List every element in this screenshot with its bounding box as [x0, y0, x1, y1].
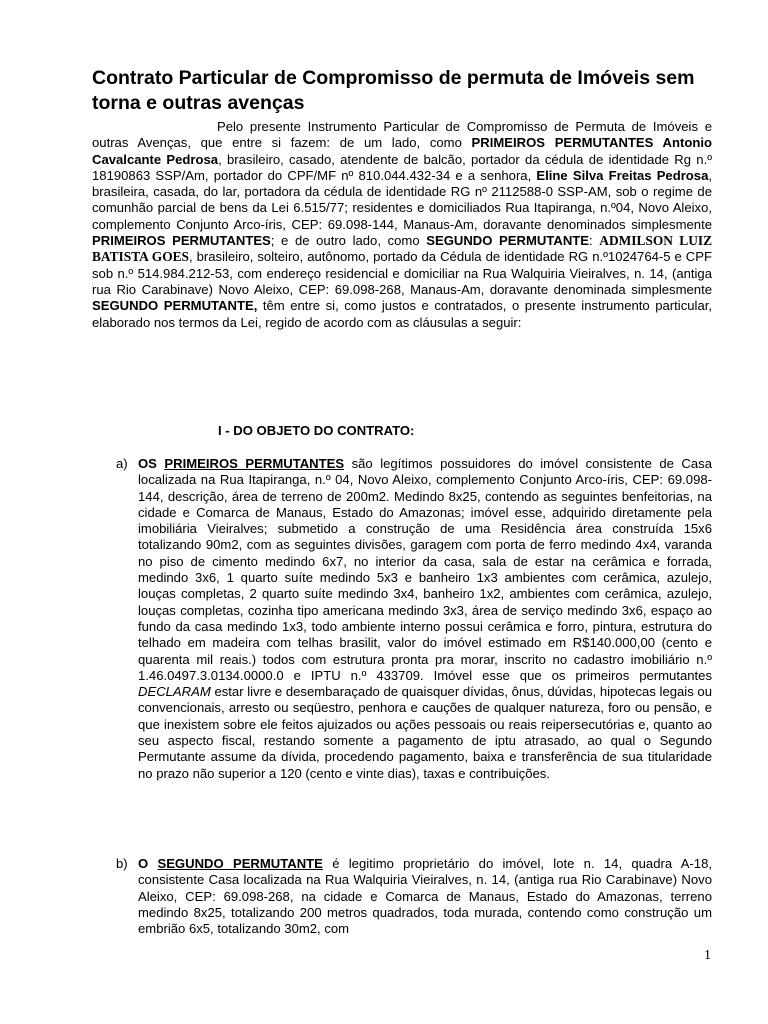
- intro-paragraph: [92, 119, 712, 331]
- text-run: Pelo presente Instrumento Particular de Compromisso de Permuta de Imóveis e outras Avenças, que entre si fazem: de um lado, como: [92, 119, 712, 151]
- text-run: O: [138, 856, 158, 871]
- text-run: SEGUNDO PERMUTANTE,: [92, 298, 258, 314]
- text-run: Eline Silva Freitas Pedrosa: [536, 167, 709, 183]
- clause-item: [92, 856, 712, 937]
- text-run: , brasileiro, solteiro, autônomo, portado da Cédula de identidade RG n.º1024764-5 e CPF sob n.º 514.984.212-53, com endereço residencial e domiciliar na Rua Walquiria Vieiralves, n. 14, (antiga rua Rio Carabinave) Novo Aleixo, CEP: 69.098-268, Manaus-Am, doravante denominada simplesmente: [92, 249, 712, 297]
- text-run: :: [589, 233, 600, 249]
- document-title: Contrato Particular de Compromisso de permuta de Imóveis sem torna e outras avenças: [92, 67, 695, 114]
- text-run: é legitimo proprietário do imóvel, lote n. 14, quadra A-18, consistente Casa localizada na Rua Walquiria Vieiralves, n. 14, (antiga rua Rio Carabinave) Novo Aleixo, CEP: 69.098-268, na cidade e Comarca de Manaus, Estado do Amazonas, terreno medindo 8x25, totalizando 200 metros quadrados, toda murada, contendo como construção um embrião 6x5, totalizando 30m2, com: [138, 856, 712, 937]
- clause-text: [138, 456, 712, 782]
- text-run: ADMILSON LUIZ BATISTA GOES: [92, 233, 713, 265]
- clause-item: [92, 456, 712, 782]
- text-run: DECLARAM: [138, 684, 211, 700]
- intro-text: [92, 119, 712, 330]
- text-run: têm entre si, como justos e contratados, o presente instrumento particular, elaborado nos termos da Lei, regido de acordo com as cláusulas a seguir:: [92, 298, 713, 330]
- text-run: ; e de outro lado, como: [270, 233, 427, 249]
- text-run: estar livre e desembaraçado de quaisquer dívidas, ônus, dúvidas, hipotecas legais ou convencionais, arresto ou seqüestro, penhora e cauções de qualquer natureza, foro ou pensão, e que inexistem sobre ele feitos ajuizados ou ações pessoais ou reais reipersecutórias e, quanto ao seu aspecto fiscal, restando somente a pagamento de iptu atrasado, ao qual o Segundo Permutante assume da dívida, procedendo pagamento, baixa e transferência de sua titularidade no prazo não superior a 120 (cento e vinte dias), taxas e contribuições.: [138, 684, 712, 781]
- text-run: PRIMEIROS PERMUTANTES Antonio Cavalcante Pedrosa: [92, 135, 713, 167]
- section-heading: I - DO OBJETO DO CONTRATO:: [218, 423, 415, 438]
- clause-text: [138, 856, 712, 937]
- page-number: 1: [704, 948, 711, 963]
- text-run: OS: [138, 456, 165, 471]
- clause-marker: b): [116, 856, 128, 871]
- text-run: SEGUNDO PERMUTANTE: [426, 233, 590, 249]
- text-run: PRIMEIROS PERMUTANTES: [92, 233, 271, 249]
- text-run: , brasileira, casada, do lar, portadora da cédula de identidade RG nº 2112588-0 SSP-AM, sob o regime de comunhão parcial de bens da Lei 6.515/77; residentes e domiciliados Rua Itapiranga, n.º04, Novo Aleixo, complemento Conjunto Arco-íris, CEP: 69.098-144, Manaus-Am, doravante denominados simplesmente: [92, 167, 713, 232]
- clause-marker: a): [116, 456, 128, 471]
- text-run: SEGUNDO PERMUTANTE: [157, 856, 323, 871]
- text-run: , brasileiro, casado, atendente de balcão, portador da cédula de identidade Rg n.º 18190863 SSP/Am, portador do CPF/MF nº 810.044.432-34 e a senhora,: [92, 151, 712, 183]
- text-run: PRIMEIROS PERMUTANTES: [164, 456, 345, 471]
- text-run: são legítimos possuidores do imóvel consistente de Casa localizada na Rua Itapiranga, n.º 04, Novo Aleixo, complemento Conjunto Arco-íris, CEP: 69.098-144, descrição, área de terreno de 200m2. Medindo 8x25, contendo as seguintes benfeitorias, na cidade e Comarca de Manaus, Estado do Amazonas; imóvel esse, adquirido diretamente pela imobiliária Vieiralves; submetido a construção de uma Residência área construída 15x6 totalizando 90m2, com as seguintes divisões, garagem com porta de ferro medindo 4x4, varanda no piso de cimento medindo 6x7, no interior da casa, sala de estar na cerâmica e forrada, medindo 3x6, 1 quarto suíte medindo 5x3 e banheiro 1x3 ambientes com cerâmica, azulejo, louças completas, 2 quarto suíte medindo 3x4, banheiro 1x2, ambientes com cerâmica, azulejo, louças completas, cozinha tipo americana medindo 3x3, área de serviço medindo 3x6, espaço ao fundo da casa medindo 1x3, todo ambiente interno possui cerâmica e forro, pintura, estrutura do telhado em madeira com telhas brasilit, valor do imóvel estimado em R$140.000,00 (cento e quarenta mil reais.) todos com estrutura pronta pra morar, inscrito no cadastro imobiliário n.º 1.46.0497.3.0134.0000.0 e IPTU n.º 433709. Imóvel esse que os primeiros permutantes: [138, 456, 712, 683]
